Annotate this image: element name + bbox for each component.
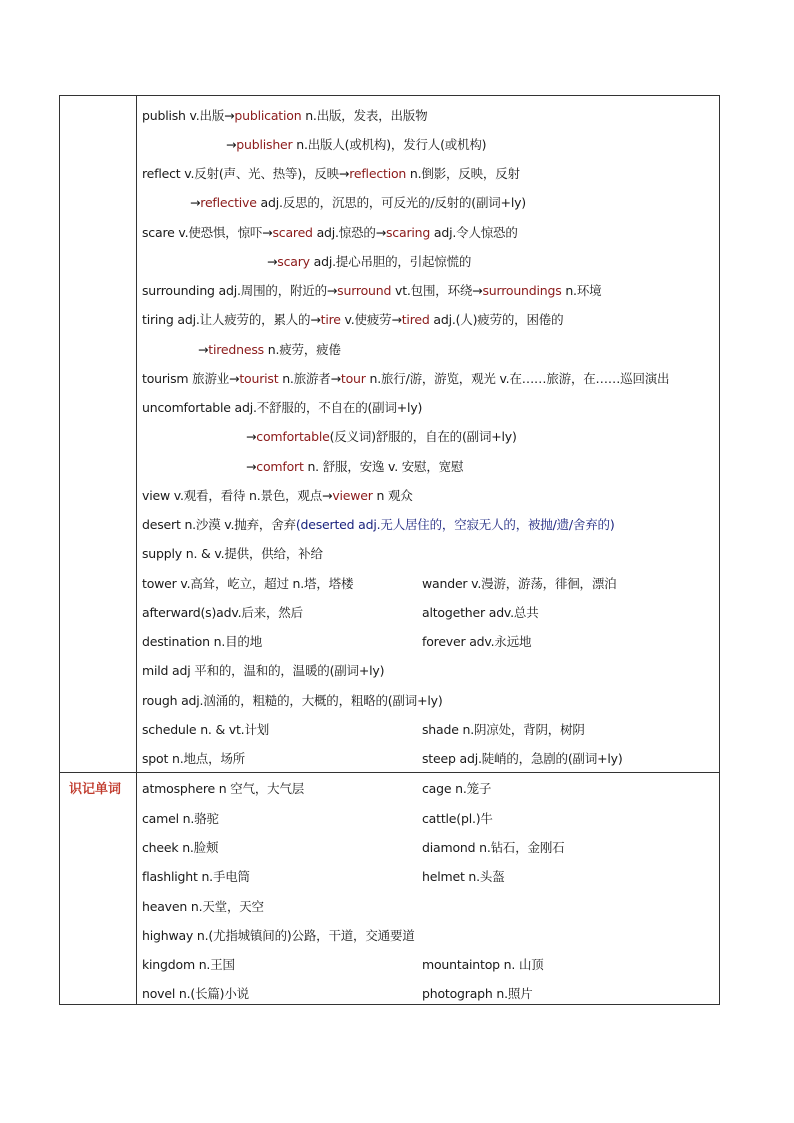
- vocab-line: [246, 429, 517, 445]
- entry-text: reflect v.反射(声、光、热等)，反映→: [142, 166, 350, 181]
- vocab-line: [142, 400, 422, 416]
- entry-text: surrounding adj.周围的，附近的→: [142, 283, 338, 298]
- vocab-line: [142, 751, 245, 767]
- vocab-line-right: forever adv.永远地: [422, 634, 532, 649]
- vocab-line: [142, 722, 269, 738]
- derived-word: scared: [272, 225, 313, 240]
- vocab-line: [142, 283, 601, 299]
- entry-text: n.倒影，反映，反射: [406, 166, 520, 181]
- entry-text: spot n.地点，场所: [142, 751, 245, 766]
- vocab-line: [190, 195, 526, 211]
- vocab-line: [142, 663, 384, 679]
- entry-text: vt.包围，环绕→: [391, 283, 483, 298]
- memorize-word-right: helmet n.头盔: [422, 869, 505, 884]
- derived-word: reflective: [200, 195, 257, 210]
- vocab-line: [267, 254, 471, 270]
- derived-word: publisher: [236, 137, 293, 152]
- vocab-line: [142, 546, 323, 562]
- entry-text: n.旅行/游，游览，观光 v.在……旅游，在……巡回演出: [365, 371, 670, 386]
- entry-text: supply n. & v.提供，供给，补给: [142, 546, 323, 561]
- entry-text: v.使疲劳→: [340, 312, 402, 327]
- derived-word: surroundings: [482, 283, 562, 298]
- vocab-line-right: steep adj.陡峭的，急剧的(副词+ly): [422, 751, 623, 766]
- entry-text: destination n.目的地: [142, 634, 263, 649]
- vocab-line: [142, 488, 413, 504]
- entry-text: n.出版人(或机构)，发行人(或机构): [292, 137, 487, 152]
- entry-text: adj.反思的，沉思的，可反光的/反射的(副词+ly): [256, 195, 526, 210]
- memorize-word-right: diamond n.钻石，金刚石: [422, 840, 565, 855]
- memorize-word-left: atmosphere n 空气，大气层: [142, 781, 305, 796]
- entry-text: →: [246, 459, 257, 474]
- entry-text: uncomfortable adj.不舒服的，不自在的(副词+ly): [142, 400, 423, 415]
- derived-word: publication: [234, 108, 302, 123]
- vocab-line: [198, 342, 341, 358]
- derived-word: tired: [401, 312, 430, 327]
- entry-text: →: [246, 429, 257, 444]
- entry-text: tiring adj.让人疲劳的，累人的→: [142, 312, 321, 327]
- derived-word: tire: [320, 312, 341, 327]
- memorize-word-right: photograph n.照片: [422, 986, 533, 1001]
- vocab-line: [142, 693, 443, 709]
- entry-text: (反义词)舒服的，自在的(副词+ly): [329, 429, 517, 444]
- note-text: (deserted adj.无人居住的，空寂无人的，被抛/遗/舍弃的): [295, 517, 615, 532]
- memorize-word-right: cattle(pl.)牛: [422, 811, 493, 826]
- entry-text: n.疲劳，疲倦: [263, 342, 341, 357]
- derived-word: viewer: [332, 488, 373, 503]
- memorize-word-left: flashlight n.手电筒: [142, 869, 250, 884]
- vocab-line-right: wander v.漫游，游荡，徘徊，漂泊: [422, 576, 617, 591]
- derived-word: comfort: [256, 459, 304, 474]
- section-label: 识记单词: [69, 782, 122, 797]
- entry-text: n. 舒服，安逸 v. 安慰，宽慰: [303, 459, 464, 474]
- entry-text: n.环境: [561, 283, 602, 298]
- vocab-line: [226, 137, 486, 153]
- entry-text: rough adj.汹涌的，粗糙的，大概的，粗略的(副词+ly): [142, 693, 443, 708]
- derived-word: tiredness: [208, 342, 264, 357]
- vocab-line: [142, 108, 427, 124]
- entry-text: adj.惊恐的→: [312, 225, 386, 240]
- memorize-word-right: mountaintop n. 山顶: [422, 957, 544, 972]
- memorize-word-left: highway n.(尤指城镇间的)公路，干道，交通要道: [142, 928, 415, 943]
- entry-text: adj.(人)疲劳的，困倦的: [429, 312, 564, 327]
- derived-word: tourist: [239, 371, 279, 386]
- entry-text: n.出版，发表，出版物: [301, 108, 428, 123]
- vocabulary-table: [59, 95, 720, 1005]
- entry-text: schedule n. & vt.计划: [142, 722, 270, 737]
- vocab-line-right: altogether adv.总共: [422, 605, 539, 620]
- vocab-line: [142, 517, 615, 533]
- entry-text: adj.提心吊胆的，引起惊慌的: [309, 254, 472, 269]
- entry-text: tower v.高耸，屹立，超过 n.塔，塔楼: [142, 576, 354, 591]
- vocab-line: [142, 634, 262, 650]
- vocab-line: [142, 225, 518, 241]
- vocab-line: [142, 605, 303, 621]
- row-divider: [60, 772, 719, 773]
- entry-text: publish v.出版→: [142, 108, 235, 123]
- entry-text: n.旅游者→: [278, 371, 341, 386]
- entry-text: →: [267, 254, 278, 269]
- derived-word: reflection: [349, 166, 407, 181]
- memorize-word-left: cheek n.脸颊: [142, 840, 219, 855]
- entry-text: adj.令人惊恐的: [430, 225, 518, 240]
- column-divider: [136, 96, 137, 1004]
- memorize-word-left: kingdom n.王国: [142, 957, 235, 972]
- entry-text: →: [190, 195, 201, 210]
- memorize-word-left: camel n.骆驼: [142, 811, 219, 826]
- memorize-word-right: cage n.笼子: [422, 781, 492, 796]
- vocab-line: [142, 166, 520, 182]
- vocab-line-right: shade n.阴凉处，背阴，树阴: [422, 722, 585, 737]
- entry-text: →: [198, 342, 209, 357]
- derived-word: comfortable: [256, 429, 330, 444]
- vocab-line: [142, 312, 563, 328]
- entry-text: afterward(s)adv.后来，然后: [142, 605, 303, 620]
- vocab-line: [142, 371, 669, 387]
- vocab-line: [142, 576, 353, 592]
- entry-text: scare v.使恐惧，惊吓→: [142, 225, 273, 240]
- derived-word: scaring: [386, 225, 431, 240]
- memorize-word-left: novel n.(长篇)小说: [142, 986, 249, 1001]
- entry-text: mild adj 平和的，温和的，温暖的(副词+ly): [142, 663, 385, 678]
- derived-word: scary: [277, 254, 310, 269]
- entry-text: view v.观看，看待 n.景色，观点→: [142, 488, 333, 503]
- memorize-word-left: heaven n.天堂，天空: [142, 899, 264, 914]
- vocab-line: [246, 459, 463, 475]
- derived-word: surround: [337, 283, 392, 298]
- entry-text: →: [226, 137, 237, 152]
- entry-text: n 观众: [372, 488, 413, 503]
- entry-text: desert n.沙漠 v.抛弃，舍弃: [142, 517, 296, 532]
- entry-text: tourism 旅游业→: [142, 371, 240, 386]
- derived-word: tour: [340, 371, 366, 386]
